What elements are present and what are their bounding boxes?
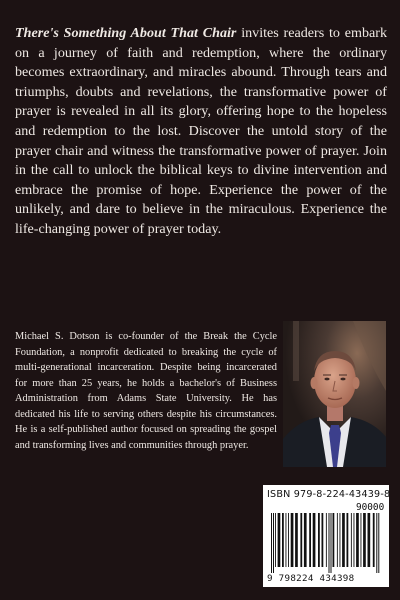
barcode-bar — [368, 513, 371, 567]
barcode-bar — [347, 513, 349, 567]
barcode-bar — [275, 513, 276, 567]
barcode-bar — [351, 513, 352, 567]
barcode-bar — [354, 513, 355, 567]
barcode-bar — [278, 513, 281, 567]
barcode-bar — [376, 513, 377, 573]
barcode-bars — [269, 513, 383, 573]
barcode-bar — [337, 513, 338, 567]
blurb-text: invites readers to embark on a journey of faith and redemption, where the ordinary becomes extraordinary, and miracles abound. Through tears and triumphs, doubts and revelations, the transformative power of prayer is revealed in all its glory, offering hope to the hopeless and redemption to the lost. Discover the untold story of the prayer chair and witness the transformative power of prayer. Join in the call to unlock the biblical keys to divine intervention and embrace the promise of hope. Experience the power of the unlikely, and dare to believe in the miraculous. Experience the life-changing power of prayer today. — [15, 25, 387, 237]
barcode-bar — [313, 513, 316, 567]
book-title: There's Something About That Chair — [15, 25, 237, 41]
barcode-bar — [333, 513, 335, 567]
barcode-bar — [282, 513, 284, 567]
isbn-label: ISBN 979-8-224-43439-8 — [267, 489, 391, 500]
barcode-bar — [288, 513, 289, 567]
barcode-bar — [361, 513, 362, 567]
author-photo — [283, 321, 386, 467]
barcode-bar — [322, 513, 324, 567]
author-bio: Michael S. Dotson is co-founder of the Break the Cycle Foundation, a nonprofit dedicated to breaking the cycle of multi-generational incarceration. Despite being incarcerated for more than 25 years, he holds a bachelor's of Business Administration from Adams State University. He has dedicated his life to serving others despite his circumstances. He is a self-published author focused on spreading the gospel and transforming lives and communities through prayer. — [15, 331, 277, 451]
barcode-bar — [291, 513, 294, 567]
barcode-bar — [286, 513, 287, 567]
back-cover-blurb — [15, 24, 387, 240]
barcode-bar — [304, 513, 307, 567]
price-code: 90000 — [356, 502, 385, 513]
barcode-bar — [271, 513, 272, 573]
barcode-bar — [329, 513, 330, 573]
barcode-bar — [331, 513, 332, 573]
barcode-bar — [300, 513, 302, 567]
barcode-bar — [363, 513, 366, 567]
barcode-bar — [373, 513, 375, 567]
barcode-bar — [356, 513, 359, 567]
barcode-number: 9 798224 434398 — [267, 573, 355, 584]
barcode-bar — [340, 513, 341, 567]
barcode-bar — [378, 513, 379, 573]
barcode-bar — [295, 513, 298, 567]
barcode-bar — [273, 513, 274, 573]
barcode-bar — [309, 513, 311, 567]
barcode-bar — [326, 513, 327, 567]
isbn-barcode-box — [263, 485, 389, 587]
barcode-bar — [318, 513, 320, 567]
barcode-bar — [342, 513, 345, 567]
